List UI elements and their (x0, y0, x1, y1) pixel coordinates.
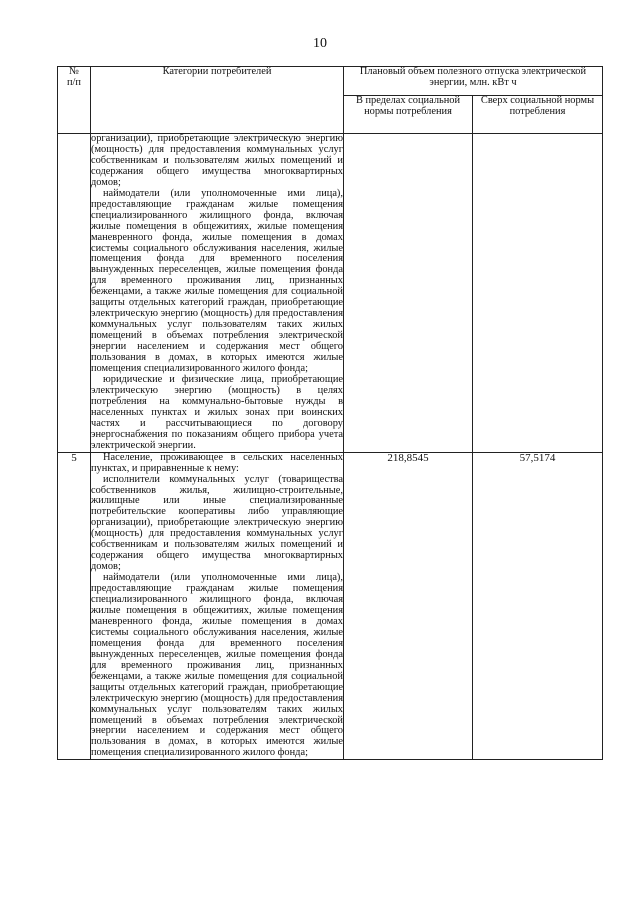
above-norm-value: 57,5174 (473, 452, 603, 760)
row-number-cell (58, 134, 91, 453)
within-norm-value (344, 134, 473, 453)
header-within-social-norm (344, 96, 473, 134)
category-cell (91, 134, 344, 453)
header-planned-volume-label: Плановый объем полезного отпуска электрической энергии, млн. кВт ч (359, 66, 587, 88)
consumption-table (57, 66, 603, 760)
category-paragraph: наймодатели (или уполномоченные ими лица), предоставляющие гражданам жилые помещения специализированного жилищного фонда, включая жилые помещения в общежитиях, жилые помещения маневренного фонда, жилые помещения в домах системы социального обслуживания населения, жилые помещения фонда для временного поселения вынужденных переселенцев, жилые помещения фонда для временного проживания лиц, признанных беженцами, а также жилые помещения для социальной защиты отдельных категорий граждан, приобретающие электрическую энергию (мощность) для предоставления коммунальных услуг пользователям таких жилых помещений в объемах потребления электрической энергии населением и содержания мест общего пользования в домах, в которых имеются жилые помещения специализированного жилого фонда; (91, 572, 343, 759)
table-row (58, 452, 603, 760)
category-paragraph: Население, проживающее в сельских населенных пунктах, и приравненные к нему: (91, 451, 343, 474)
category-paragraph: исполнители коммунальных услуг (товарищества собственников жилья, жилищно-строительные, жилищные или иные специализированные потребительские кооперативы либо управляющие организации), приобретающие электрическую энергию (мощность) для предоставления коммунальных услуг собственникам и пользователям жилых помещений и содержания общего имущества многоквартирных домов; (91, 473, 343, 573)
table-row (58, 134, 603, 453)
category-cell (91, 452, 344, 760)
header-planned-volume (344, 67, 603, 96)
row-number-cell: 5 (58, 452, 91, 760)
header-above-social-norm-label: Сверх социальной нормы потребления (480, 95, 595, 118)
category-paragraph: организации), приобретающие электрическую энергию (мощность) для предоставления коммунальных услуг собственникам и пользователям жилых помещений и содержания общего имущества многоквартирных домов; (91, 133, 343, 188)
page-number: 10 (313, 36, 327, 51)
category-paragraph: юридические и физические лица, приобретающие электрическую энергию (мощность) в целях потребления на коммунально-бытовые нужды в населенных пунктах и жилых зонах при воинских частях и рассчитывающиеся по договору энергоснабжения по показаниям общего прибора учета электрической энергии. (91, 373, 343, 451)
header-number-column (58, 67, 91, 134)
above-norm-value (473, 134, 603, 453)
header-above-social-norm (473, 96, 603, 134)
header-category-column (91, 67, 344, 134)
header-within-social-norm-label: В пределах социальной нормы потребления (355, 95, 461, 118)
within-norm-value: 218,8545 (344, 452, 473, 760)
category-paragraph: наймодатели (или уполномоченные ими лица), предоставляющие гражданам жилые помещения специализированного жилищного фонда, включая жилые помещения в общежитиях, жилые помещения маневренного фонда, жилые помещения в домах системы социального обслуживания населения, жилые помещения фонда для временного поселения вынужденных переселенцев, жилые помещения фонда для временного проживания лиц, признанных беженцами, а также жилые помещения для социальной защиты отдельных категорий граждан, приобретающие электрическую энергию (мощность) для предоставления коммунальных услуг пользователям таких жилых помещений в объемах потребления электрической энергии населением и содержания мест общего пользования в домах, в которых имеются жилые помещения специализированного жилого фонда; (91, 187, 343, 375)
header-category-label: Категории потребителей (162, 66, 272, 77)
header-number-label: № п/п (66, 66, 81, 88)
